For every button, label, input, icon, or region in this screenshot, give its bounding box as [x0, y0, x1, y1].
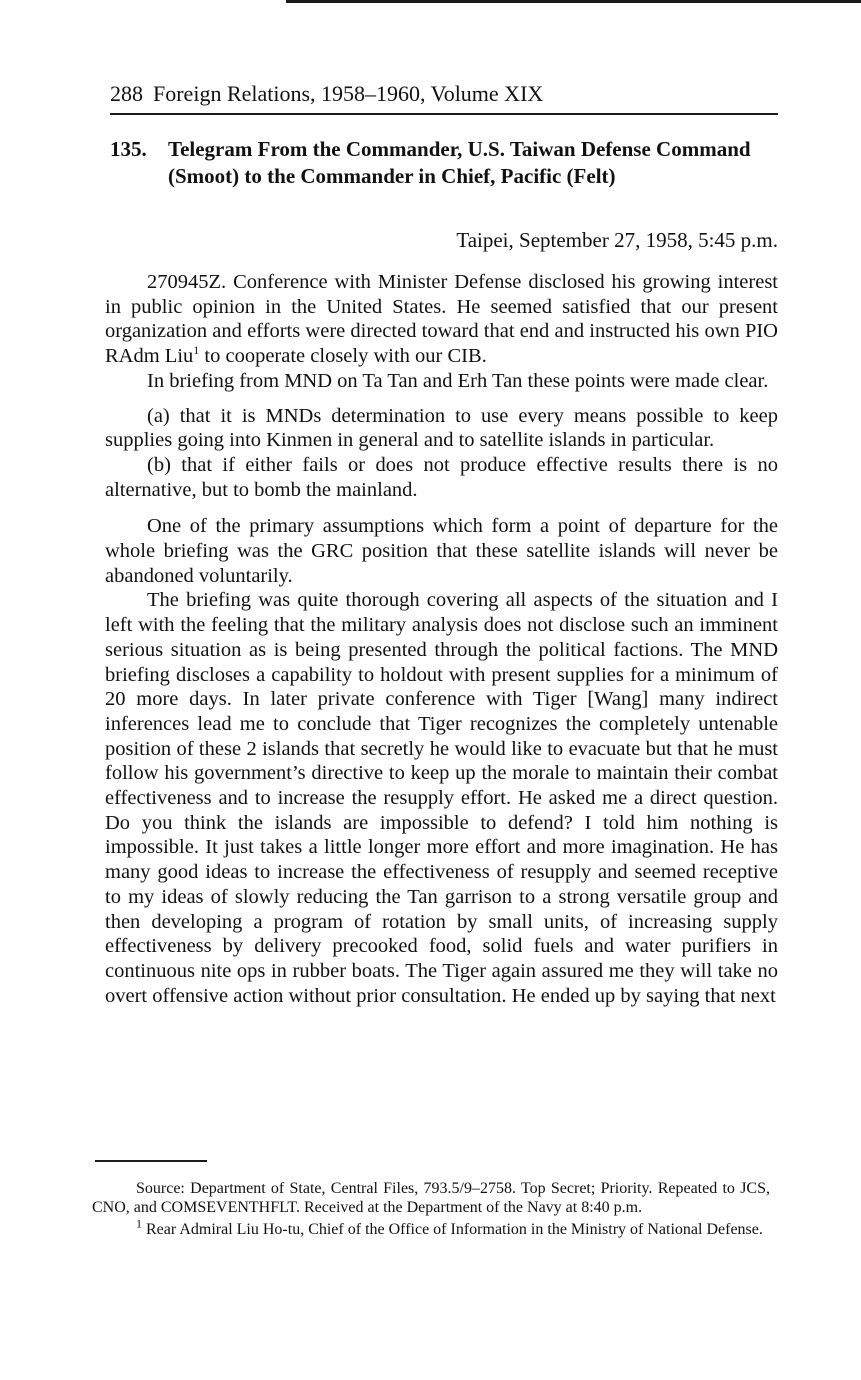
page-number: 288	[110, 81, 143, 106]
footnotes	[92, 1180, 770, 1240]
footnote-1-text: Rear Admiral Liu Ho-tu, Chief of the Office of Information in the Ministry of National Defense.	[142, 1221, 763, 1238]
paragraph-1-end: to cooperate closely with our CIB.	[199, 345, 487, 368]
paragraph-point-b: (b) that if either fails or does not produce effective results there is no alternative, but to bomb the mainland.	[105, 453, 778, 501]
telegram-body	[105, 270, 778, 1008]
footnote-1-marker: 1	[136, 1216, 142, 1231]
paragraph-1	[105, 270, 778, 369]
footnote-ref-1: 1	[193, 343, 200, 358]
top-edge-rule	[286, 0, 861, 3]
dateline: Taipei, September 27, 1958, 5:45 p.m.	[456, 228, 778, 252]
document-heading	[110, 136, 778, 190]
footnote-1	[92, 1216, 770, 1240]
running-title: Foreign Relations, 1958–1960, Volume XIX	[153, 81, 544, 106]
footnote-rule	[95, 1160, 207, 1162]
header-rule	[110, 113, 778, 115]
paragraph-5: One of the primary assumptions which form a point of departure for the whole briefing was the GRC position that these satellite islands will never be abandoned voluntarily.	[105, 515, 778, 587]
paragraph-2: In briefing from MND on Ta Tan and Erh Tan these points were made clear.	[147, 369, 769, 392]
source-note: Source: Department of State, Central Files, 793.5/9–2758. Top Secret; Priority. Repeated to JCS, CNO, and COMSEVENTHFLT. Received at the Department of the Navy at 8:40 p.m.	[92, 1180, 770, 1216]
document-number: 135.	[110, 137, 147, 161]
document-title: Telegram From the Commander, U.S. Taiwan Defense Command (Smoot) to the Commander in Chief, Pacific (Felt)	[168, 137, 751, 188]
paragraph-6: The briefing was quite thorough covering all aspects of the situation and I left with the feeling that the military analysis does not disclose such an imminent serious situation as is being presented through the political factions. The MND briefing discloses a capability to holdout with present supplies for a minimum of 20 more days. In later private conference with Tiger [Wang] many indirect inferences lead me to conclude that Tiger recognizes the completely untenable position of these 2 islands that secretly he would like to evacuate but that he must follow his government’s directive to keep up the morale to maintain their combat effectiveness and to increase the resupply effort. He asked me a direct question. Do you think the islands are impossible to defend? I told him nothing is impossible. It just takes a little longer more effort and more imagination. He has many good ideas to increase the effectiveness of resupply and seemed receptive to my ideas of slowly reducing the Tan garrison to a strong versatile group and then developing a program of rotation by small units, of increasing supply effectiveness by delivery precooked food, solid fuels and water purifiers in continuous nite ops in rubber boats. The Tiger again assured me they will take no overt offensive action without prior consultation. He ended up by saying that next	[105, 589, 778, 1007]
paragraph-1-text: 270945Z. Conference with Minister Defense disclosed his growing interest in public opinion in the United States. He seemed satisfied that our present organization and efforts were directed toward that end and instructed his own PIO RAdm Liu	[105, 271, 778, 368]
paragraph-point-a: (a) that it is MNDs determination to use every means possible to keep supplies going into Kinmen in general and to satellite islands in particular.	[105, 404, 778, 452]
running-header	[110, 80, 778, 108]
